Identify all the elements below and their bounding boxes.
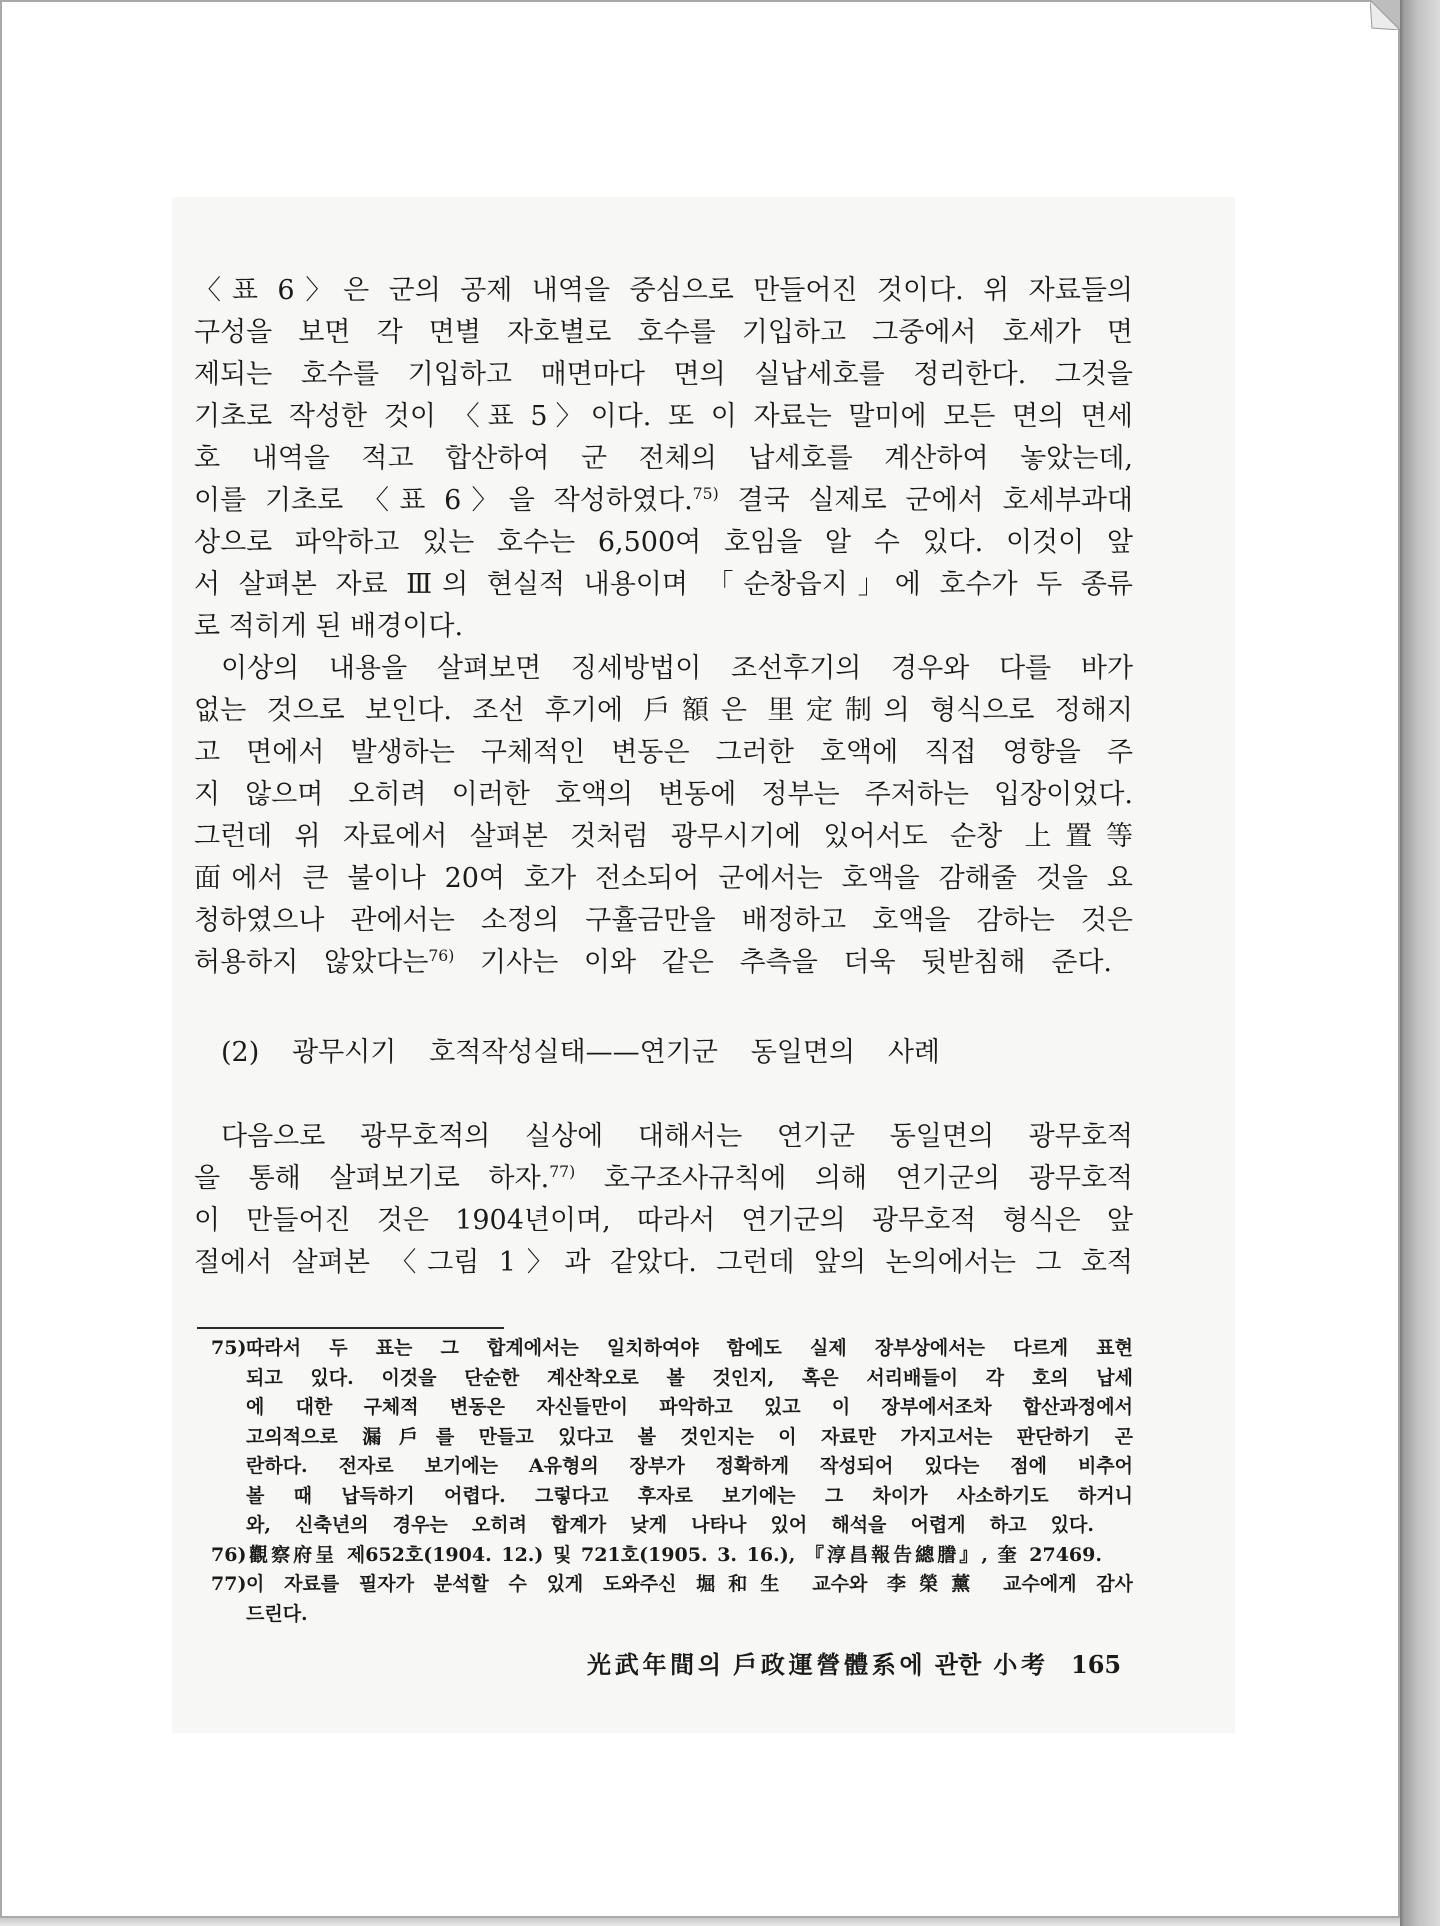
page-bottom-shadow	[0, 1918, 1400, 1926]
text-line: 서 살펴본 자료 Ⅲ의 현실적 내용이며 「순창읍지」에 호수가 두 종류	[194, 569, 1133, 600]
footnote-line: 볼 때 납득하기 어렵다. 그렇다고 후자로 보기에는 그 차이가 사소하기도 하거니	[246, 1484, 1133, 1507]
text-line: 제되는 호수를 기입하고 매면마다 면의 실납세호를 정리한다. 그것을	[194, 359, 1133, 390]
footnote-reference: 76)	[428, 946, 455, 965]
footnote-reference: 77)	[549, 1162, 576, 1181]
text-line	[194, 942, 1112, 984]
paragraph-1	[194, 270, 1133, 648]
text-line: 이상의 내용을 살펴보면 징세방법이 조선후기의 경우와 다를 바가	[221, 653, 1133, 684]
text-line: 그런데 위 자료에서 살펴본 것처럼 광무시기에 있어서도 순창 上置等	[194, 821, 1133, 852]
footnote-reference: 75)	[692, 484, 719, 503]
page-curl-corner-icon	[1370, 0, 1400, 30]
footnote-line: 드린다.	[246, 1602, 308, 1625]
footnote-text: 이 자료를 필자가 분석할 수 있게 도와주신 堀和生 교수와 李榮薰 교수에게 감사	[246, 1573, 1133, 1595]
footnote-line: 에 대한 구체적 변동은 자신들만이 파악하고 있고 이 장부에서조차 합산과정에서	[246, 1396, 1133, 1418]
text-line: 로 적히게 된 배경이다.	[194, 611, 464, 642]
section-heading: (2) 광무시기 호적작성실태——연기군 동일면의 사례	[221, 1037, 940, 1068]
footnote-line	[211, 1541, 1102, 1571]
footnote-line: 되고 있다. 이것을 단순한 계산착오로 볼 것인지, 혹은 서리배들이 각 호의 납세	[246, 1366, 1133, 1389]
body-text-upper	[194, 270, 1133, 984]
text-segment: 허용하지 않았다는	[194, 947, 429, 978]
text-line: 상으로 파악하고 있는 호수는 6,500여 호임을 알 수 있다. 이것이 앞	[194, 527, 1133, 558]
footnote-number: 75)	[211, 1337, 247, 1359]
text-line	[194, 480, 1133, 522]
footnote-76	[211, 1541, 1133, 1571]
footnote-divider	[197, 1327, 504, 1329]
text-line: 다음으로 광무호적의 실상에 대해서는 연기군 동일면의 광무호적	[221, 1121, 1133, 1152]
footnote-line: 와, 신축년의 경우는 오히려 합계가 낮게 나타나 있어 해석을 어렵게 하고 있다.	[246, 1514, 1094, 1536]
page-edge-shadow	[1400, 0, 1440, 1926]
body-text-lower	[194, 1116, 1133, 1284]
text-line: 고 면에서 발생하는 구체적인 변동은 그러한 호액에 직접 영향을 주	[194, 737, 1133, 768]
text-line: 〈표 6〉은 군의 공제 내역을 중심으로 만들어진 것이다. 위 자료들의	[194, 275, 1133, 306]
text-line: 面에서 큰 불이나 20여 호가 전소되어 군에서는 호액을 감해줄 것을 요	[194, 863, 1133, 894]
text-line: 청하였으나 관에서는 소정의 구휼금만을 배정하고 호액을 감하는 것은	[194, 905, 1133, 936]
text-line: 없는 것으로 보인다. 조선 후기에 戶額은 里定制의 형식으로 정해지	[194, 695, 1133, 726]
paragraph-2	[194, 648, 1133, 984]
text-line: 지 않으며 오히려 이러한 호액의 변동에 정부는 주저하는 입장이었다.	[194, 779, 1133, 810]
footnote-text: 觀察府呈 제652호(1904. 12.) 및 721호(1905. 3. 16.), 『淳昌報告總謄』, 奎 27469.	[246, 1543, 1102, 1566]
footnote-number: 77)	[211, 1573, 247, 1595]
footnote-line: 란하다. 전자로 보기에는 A유형의 장부가 정확하게 작성되어 있다는 점에 비추어	[246, 1455, 1133, 1477]
footnote-75	[211, 1334, 1133, 1541]
text-segment: 을 통해 살펴보기로 하자.	[194, 1163, 550, 1194]
footnotes	[211, 1334, 1133, 1629]
text-line	[194, 1158, 1133, 1200]
text-segment: 호구조사규칙에 의해 연기군의 광무호적	[575, 1163, 1133, 1194]
text-line: 기초로 작성한 것이 〈표 5〉이다. 또 이 자료는 말미에 모든 면의 면세	[194, 401, 1133, 432]
running-footer-title: 光武年間의 戶政運營體系에 관한 小考	[587, 1650, 1045, 1679]
footnote-number: 76)	[211, 1543, 247, 1566]
footnote-line: 고의적으로 漏戶를 만들고 있다고 볼 것인지는 이 자료만 가지고서는 판단하기 곤	[246, 1425, 1133, 1448]
paragraph-3	[194, 1116, 1133, 1284]
text-segment: 결국 실제로 군에서 호세부과대	[718, 485, 1133, 516]
footnote-line	[211, 1570, 1133, 1600]
text-line: 호 내역을 적고 합산하여 군 전체의 납세호를 계산하여 놓았는데,	[194, 443, 1133, 474]
text-line: 구성을 보면 각 면별 자호별로 호수를 기입하고 그중에서 호세가 면	[194, 317, 1133, 348]
text-line: 절에서 살펴본 〈그림 1〉과 같았다. 그런데 앞의 논의에서는 그 호적	[194, 1247, 1133, 1278]
footnote-text: 따라서 두 표는 그 합계에서는 일치하여야 함에도 실제 장부상에서는 다르게 표현	[246, 1337, 1133, 1359]
text-line: 이 만들어진 것은 1904년이며, 따라서 연기군의 광무호적 형식은 앞	[194, 1205, 1133, 1236]
page-number: 165	[1071, 1650, 1122, 1679]
footnote-77	[211, 1570, 1133, 1629]
footnote-line	[211, 1334, 1133, 1364]
text-segment: 기사는 이와 같은 추측을 더욱 뒷받침해 준다.	[454, 947, 1112, 978]
text-segment: 이를 기초로 〈표 6〉을 작성하였다.	[194, 485, 693, 516]
